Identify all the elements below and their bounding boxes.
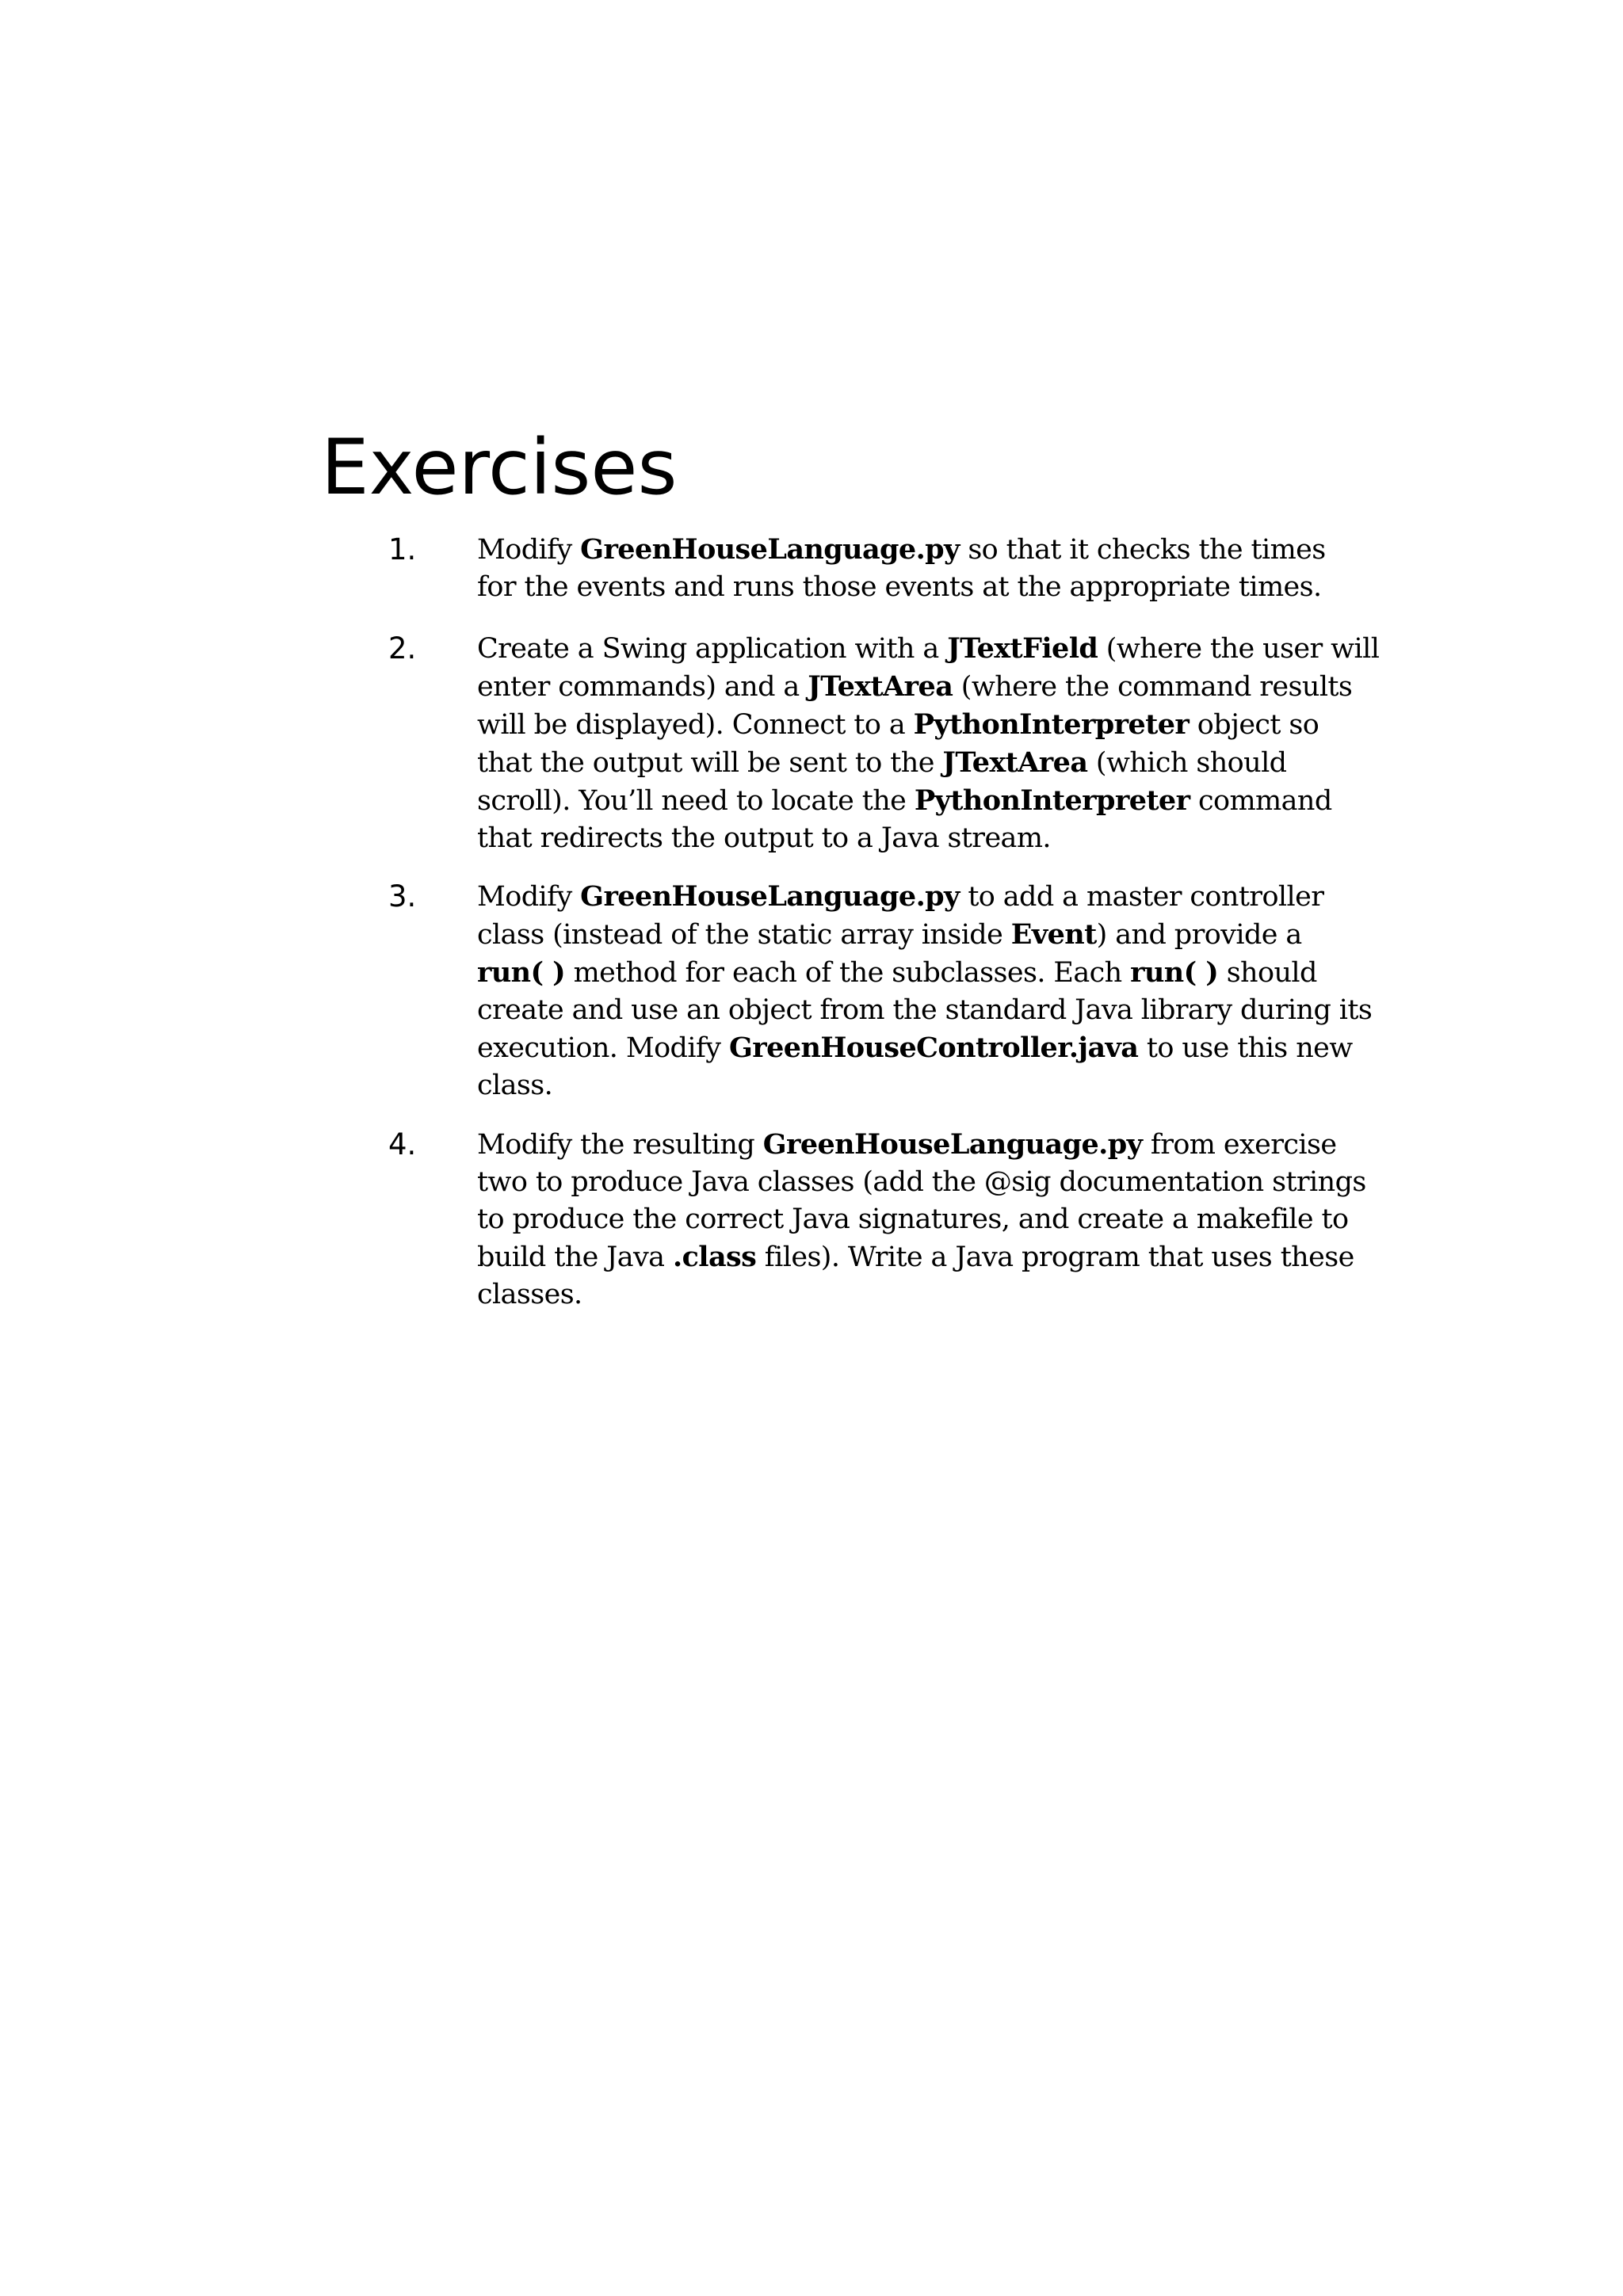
text-run: class (instead of the static array inside bbox=[477, 919, 1011, 951]
text-line bbox=[477, 1067, 1341, 1104]
bold-term: run( ) bbox=[477, 956, 566, 989]
text-line bbox=[477, 1126, 1341, 1164]
text-line bbox=[477, 1164, 1366, 1201]
bold-term: run( ) bbox=[1130, 956, 1219, 989]
exercise-text bbox=[477, 531, 1341, 606]
text-run: (which should bbox=[1087, 747, 1287, 779]
text-line bbox=[477, 782, 1341, 820]
text-run: ) and provide a bbox=[1096, 919, 1302, 951]
text-run: that redirects the output to a Java stream. bbox=[477, 822, 1051, 854]
text-line bbox=[477, 820, 1341, 857]
exercise-number: 2. bbox=[388, 631, 417, 666]
text-run: execution. Modify bbox=[477, 1032, 729, 1064]
text-line bbox=[477, 706, 1341, 744]
text-run: create and use an object from the standard Java library during its bbox=[477, 994, 1373, 1026]
text-run: scroll). You’ll need to locate the bbox=[477, 785, 915, 817]
exercise-number: 4. bbox=[388, 1127, 417, 1161]
text-run: method for each of the subclasses. Each bbox=[565, 957, 1131, 989]
text-run: Modify bbox=[477, 881, 581, 913]
exercise-text bbox=[477, 1126, 1366, 1314]
bold-term: Event bbox=[1010, 918, 1097, 951]
exercise-number: 3. bbox=[388, 879, 417, 913]
text-run: Modify the resulting bbox=[477, 1129, 763, 1161]
text-run: build the Java bbox=[477, 1241, 673, 1273]
text-run: from exercise bbox=[1142, 1129, 1337, 1161]
bold-term: GreenHouseLanguage.py bbox=[762, 1128, 1143, 1161]
text-line bbox=[477, 1029, 1353, 1067]
text-line bbox=[477, 878, 1341, 916]
bold-term: GreenHouseLanguage.py bbox=[580, 533, 960, 566]
text-run: class. bbox=[477, 1070, 553, 1101]
bold-term: JTextArea bbox=[942, 746, 1088, 779]
text-run: (where the user will bbox=[1098, 633, 1380, 665]
text-run: command bbox=[1190, 785, 1332, 817]
bold-term: PythonInterpreter bbox=[913, 708, 1190, 741]
text-run: enter commands) and a bbox=[477, 671, 808, 703]
text-run: to add a master controller bbox=[959, 881, 1324, 913]
text-run: Modify bbox=[477, 534, 581, 566]
bold-term: JTextArea bbox=[808, 670, 953, 703]
text-run: object so bbox=[1189, 709, 1319, 741]
bold-term: JTextField bbox=[947, 632, 1098, 665]
text-line bbox=[477, 630, 1380, 668]
text-line bbox=[477, 916, 1341, 954]
bold-term: .class bbox=[672, 1241, 757, 1273]
bold-term: GreenHouseLanguage.py bbox=[580, 880, 960, 913]
text-run: to use this new bbox=[1138, 1032, 1353, 1064]
text-run: files). Write a Java program that uses these bbox=[756, 1241, 1354, 1273]
text-line bbox=[477, 992, 1373, 1029]
text-run: to produce the correct Java signatures, and create a makefile to bbox=[477, 1203, 1349, 1235]
text-run: classes. bbox=[477, 1279, 582, 1310]
text-line bbox=[477, 668, 1353, 706]
exercise-text bbox=[477, 630, 1380, 857]
text-run: two to produce Java classes (add the @sig documentation strings bbox=[477, 1166, 1366, 1198]
text-line bbox=[477, 1238, 1354, 1276]
page-title: Exercises bbox=[321, 423, 678, 512]
text-run: Create a Swing application with a bbox=[477, 633, 948, 665]
text-line bbox=[477, 954, 1341, 992]
text-line bbox=[477, 569, 1341, 606]
text-line bbox=[477, 744, 1341, 782]
text-run: for the events and runs those events at the appropriate times. bbox=[477, 571, 1322, 603]
exercise-text bbox=[477, 878, 1373, 1104]
bold-term: GreenHouseController.java bbox=[729, 1032, 1139, 1064]
text-run: will be displayed). Connect to a bbox=[477, 709, 914, 741]
text-run: should bbox=[1218, 957, 1317, 989]
text-line bbox=[477, 1201, 1349, 1238]
text-run: (where the command results bbox=[953, 671, 1353, 703]
text-run: so that it checks the times bbox=[959, 534, 1326, 566]
text-line bbox=[477, 531, 1341, 569]
text-line bbox=[477, 1276, 1341, 1314]
text-run: that the output will be sent to the bbox=[477, 747, 943, 779]
bold-term: PythonInterpreter bbox=[914, 784, 1190, 817]
exercise-number: 1. bbox=[388, 532, 417, 566]
